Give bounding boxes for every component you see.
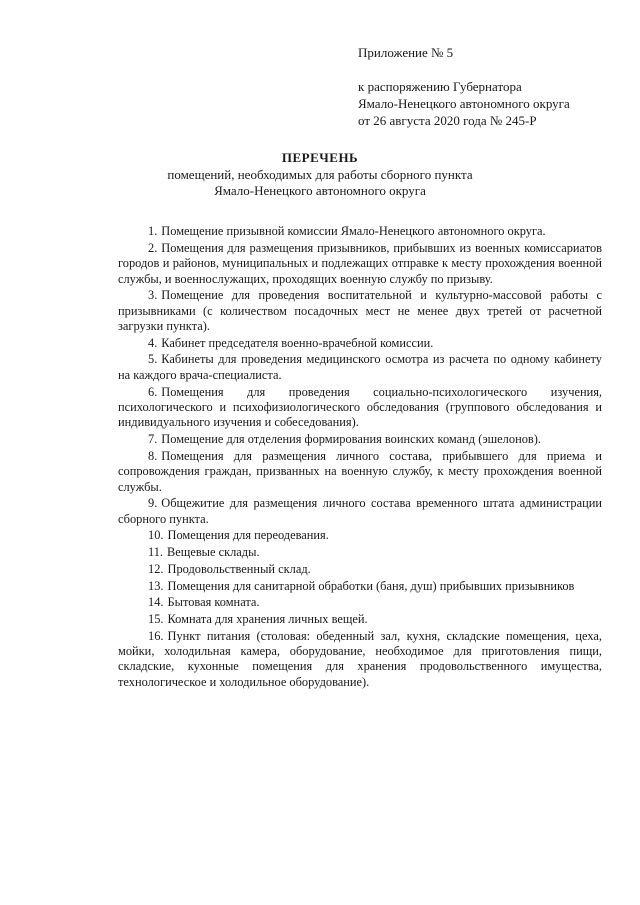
list-item — [118, 432, 602, 447]
list-item — [118, 496, 602, 527]
item-text: Помещения для проведения социально-психологического изучения, психологического и психофизиологического обследования (группового обследования и индивидуального изучения и собеседования). — [118, 384, 602, 430]
item-number: 3. — [148, 288, 158, 303]
list-item — [118, 224, 602, 239]
list-item — [118, 449, 602, 495]
item-number: 6. — [148, 384, 158, 399]
page-subtitle: Ямало-Ненецкого автономного округа — [214, 183, 426, 198]
item-number: 2. — [148, 240, 158, 255]
item-text: Помещения для размещения личного состава, прибывшего для приема и сопровождения граждан, призванных на военную службу, к месту прохождения военной службы. — [118, 448, 602, 494]
item-text: Бытовая комната. — [167, 595, 260, 610]
item-text: Продовольственный склад. — [167, 561, 311, 576]
item-number: 14. — [148, 595, 164, 610]
list-item — [118, 612, 602, 627]
item-text: Общежитие для размещения личного состава временного штата администрации сборного пункта. — [118, 496, 602, 526]
items-list — [118, 224, 602, 692]
item-text: Помещения для переодевания. — [167, 528, 329, 543]
item-text: Помещение для проведения воспитательной и культурно-массовой работы с призывниками (с количеством посадочных мест не менее двух третей от расчетной загрузки пункта). — [118, 288, 602, 334]
item-number: 16. — [148, 628, 164, 643]
list-item — [118, 528, 602, 543]
list-item — [118, 545, 602, 560]
item-number: 7. — [148, 432, 158, 447]
item-text: Помещения для размещения призывников, прибывших из военных комиссариатов городов и районов, муниципальных и подлежащих отправке к месту прохождения военной службы, и военнослужащих, проходящих военную службу по призыву. — [118, 240, 602, 286]
list-item — [118, 629, 602, 691]
appendix-line: от 26 августа 2020 года № 245-Р — [358, 113, 537, 128]
item-text: Пункт питания (столовая: обеденный зал, кухня, складские помещения, цеха, мойки, холодильная камера, оборудование, необходимое для приготовления пищи, складские, кухонные помещения для хранения продовольственного имущества, технологическое и холодильное оборудование). — [118, 628, 602, 689]
item-text: Вещевые склады. — [167, 545, 260, 560]
item-number: 4. — [148, 335, 158, 350]
item-number: 12. — [148, 561, 164, 576]
list-item — [118, 385, 602, 431]
list-item — [118, 241, 602, 287]
item-text: Помещение призывной комиссии Ямало-Ненецкого автономного округа. — [161, 224, 546, 238]
item-number: 5. — [148, 352, 158, 367]
item-text: Помещение для отделения формирования воинских команд (эшелонов). — [161, 432, 541, 447]
page-title: ПЕРЕЧЕНЬ — [281, 150, 359, 165]
list-item — [118, 562, 602, 577]
appendix-line: к распоряжению Губернатора — [358, 79, 522, 94]
list-item — [118, 352, 602, 383]
item-number: 1. — [148, 224, 158, 238]
item-number: 13. — [148, 578, 164, 593]
appendix-line: Ямало-Ненецкого автономного округа — [358, 96, 570, 111]
appendix-title: Приложение № 5 — [358, 45, 454, 60]
page-subtitle: помещений, необходимых для работы сборного пункта — [167, 167, 473, 182]
item-text: Кабинет председателя военно-врачебной комиссии. — [161, 335, 434, 350]
item-text: Комната для хранения личных вещей. — [167, 611, 368, 626]
item-number: 11. — [148, 545, 164, 560]
item-text: Помещения для санитарной обработки (баня, душ) прибывших призывников — [167, 578, 575, 593]
item-number: 9. — [148, 496, 158, 511]
item-number: 15. — [148, 611, 164, 626]
item-number: 10. — [148, 528, 164, 543]
list-item — [118, 595, 602, 610]
document-heading — [60, 150, 580, 199]
list-item — [118, 336, 602, 351]
list-item — [118, 288, 602, 334]
item-text: Кабинеты для проведения медицинского осмотра из расчета по одному кабинету на каждого врача-специалиста. — [118, 352, 602, 382]
appendix-block — [358, 44, 618, 129]
item-number: 8. — [148, 448, 158, 463]
list-item — [118, 579, 602, 594]
